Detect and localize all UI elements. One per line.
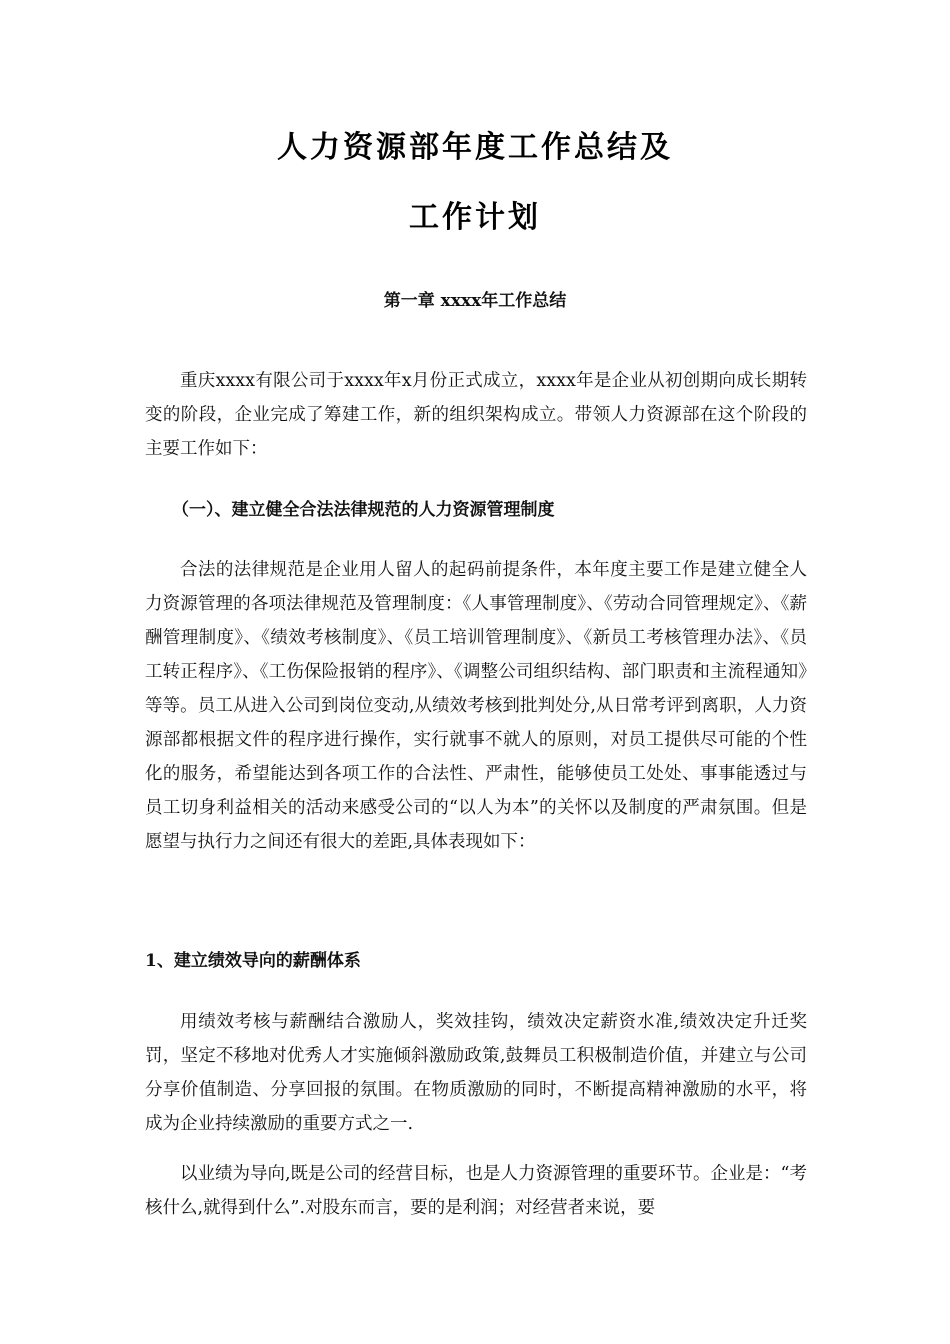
- document-title-line1: 人力资源部年度工作总结及: [277, 130, 673, 165]
- item1-paragraph: 用绩效考核与薪酬结合激励人，奖效挂钩，绩效决定薪资水准,绩效决定升迁奖罚，坚定不移地对优秀人才实施倾斜激励政策,鼓舞员工积极制造价值，并建立与公司分享价值制造、分享回报的氛围。在物质激励的同时，不断提高精神激励的水平，将成为企业持续激励的重要方式之一.: [145, 1012, 807, 1134]
- intro-paragraph: 重庆xxxx有限公司于xxxx年x月份正式成立，xxxx年是企业从初创期向成长期转变的阶段，企业完成了筹建工作，新的组织架构成立。带领人力资源部在这个阶段的主要工作如下：: [145, 371, 807, 459]
- section1-paragraph: 合法的法律规范是企业用人留人的起码前提条件，本年度主要工作是建立健全人力资源管理的各项法律规范及管理制度：《人事管理制度》、《劳动合同管理规定》、《薪酬管理制度》、《绩效考核制度》、《员工培训管理制度》、《新员工考核管理办法》、《员工转正程序》、《工伤保险报销的程序》、《调整公司组织结构、部门职责和主流程通知》等等。员工从进入公司到岗位变动,从绩效考核到批判处分,从日常考评到离职，人力资源部都根据文件的程序进行操作，实行就事不就人的原则，对员工提供尽可能的个性化的服务，希望能达到各项工作的合法性、严肃性，能够使员工处处、事事能透过与员工切身利益相关的活动来感受公司的“以人为本”的关怀以及制度的严肃氛围。但是愿望与执行力之间还有很大的差距,具体表现如下：: [145, 560, 807, 852]
- document-title-line2: 工作计划: [409, 200, 541, 235]
- section-heading-1: （一）、建立健全合法法律规范的人力资源管理制度: [172, 500, 555, 520]
- item-heading-1: 1、建立绩效导向的薪酬体系: [145, 951, 361, 971]
- chapter-title: 第一章 xxxx年工作总结: [383, 291, 567, 311]
- item1-paragraph-2: 以业绩为导向,既是公司的经营目标，也是人力资源管理的重要环节。企业是：“考核什么,就得到什么”.对股东而言，要的是利润；对经营者来说，要: [145, 1164, 808, 1218]
